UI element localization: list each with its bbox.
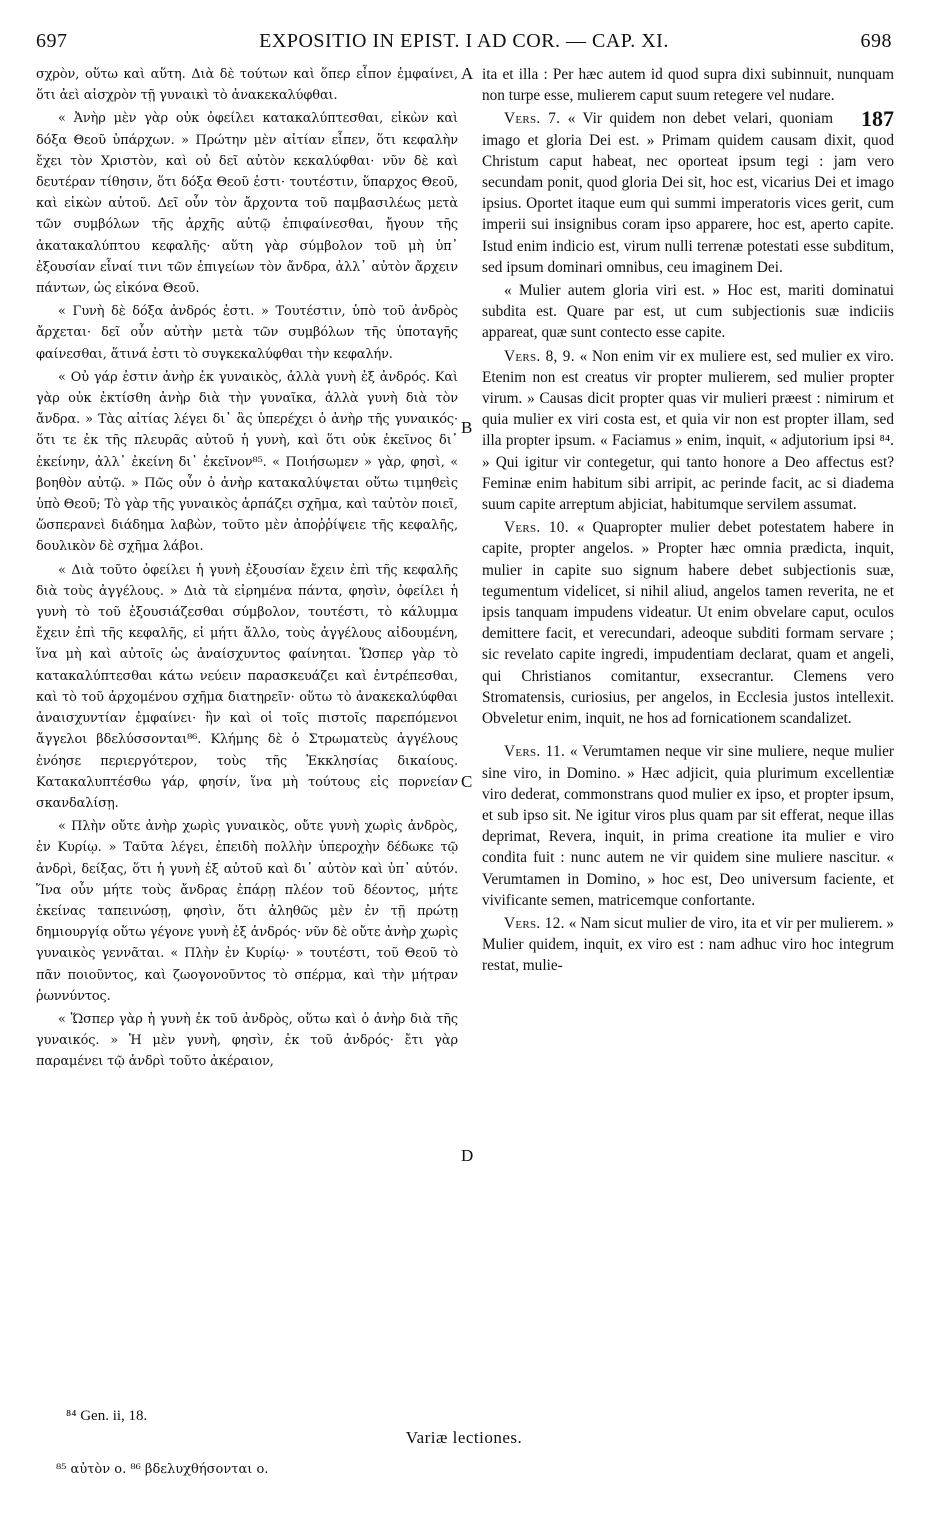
greek-column [36, 64, 458, 1075]
greek-paragraph: « Οὐ γάρ ἐστιν ἀνὴρ ἐκ γυναικὸς, ἀλλὰ γυνὴ ἐξ ἀνδρός. Καὶ γὰρ οὐκ ἐκτίσθη ἀνὴρ διὰ τὴν γυναῖκα, ἀλλὰ γυνὴ διὰ τὸν ἄνδρα. » Τὰς αἰτίας λέγει δι᾽ ἃς ὑπερέχει ὁ ἀνὴρ τῆς γυναικός· ὅτι τε ἐκ τῆς πλευρᾶς αὐτοῦ ἡ γυνὴ, καὶ ὅτι οὐκ ἐκεῖνος δι᾽ ἐκείνην, ἀλλ᾽ ἐκείνη δι᾽ ἐκεῖνον⁸⁵. « Ποιήσωμεν » γὰρ, φησὶ, « βοηθὸν αὐτῷ. » Πῶς οὖν ὁ ἀνὴρ κατακαλύψεται οὕτω τιμηθεὶς ὑπὸ Θεοῦ; Τὸ γὰρ τῆς γυναικὸς ἁρπάζει σχῆμα, καὶ ταὐτὸν ποιεῖ, ὥσπερανεὶ διάδημα λαβὼν, τοῦτο μὲν ἀποῤῥίψειε τῆς κεφαλῆς, δουλικὸν δὲ σχῆμα λάβοι. [36, 369, 458, 555]
running-title: EXPOSITIO IN EPIST. I AD COR. — CAP. XI. [259, 30, 669, 52]
greek-paragraph: « Γυνὴ δὲ δόξα ἀνδρός ἐστι. » Τουτέστιν, ὑπὸ τοῦ ἀνδρὸς ἄρχεται· δεῖ οὖν αὐτὴν μετὰ τῶν συμβόλων τῆς ὑποταγῆς φαίνεσθαι, ἅτινά ἐστι τὸ συγκεκαλύφθαι τὴν κεφαλήν. [36, 304, 458, 362]
greek-paragraph: σχρὸν, οὕτω καὶ αὕτη. Διὰ δὲ τούτων καὶ ὅπερ εἶπον ἐμφαίνει, ὅτι ἀεὶ αἰσχρὸν τῇ γυναικὶ τὸ ἀνακεκαλύφθαι. [36, 67, 458, 104]
latin-paragraph [482, 517, 894, 729]
greek-paragraph: « Πλὴν οὔτε ἀνὴρ χωρὶς γυναικὸς, οὔτε γυνὴ χωρὶς ἀνδρὸς, ἐν Κυρίῳ. » Ταῦτα λέγει, ἐπειδὴ πολλὴν ὑπεροχὴν δέδωκε τῷ ἀνδρὶ, δείξας, ὅτι ἡ γυνὴ ἐξ αὐτοῦ καὶ δι᾽ αὐτὸν καὶ ὑπ᾽ αὐτόν. Ἵνα οὖν μήτε τοὺς ἄνδρας ἐπάρῃ πλέον τοῦ δέοντος, μήτε ἐκείνας ταπεινώσῃ, φησὶν, ὅτι ἀληθῶς μὲν ἐν τῇ πρώτῃ δημιουργίᾳ οὕτω γέγονε γυνὴ ἐξ ἀνδρός· νῦν δὲ οὔτε ἀνὴρ χωρὶς γυναικὸς γεννᾶται. « Πλὴν ἐν Κυρίῳ· » τουτέστι, τοῦ Θεοῦ τὸ πᾶν ποιοῦντος, καὶ ζωογονοῦντος τὸ σπέρμα, καὶ τὴν μήτραν ῥωννύντος. [36, 819, 458, 1004]
latin-paragraph [482, 741, 894, 911]
greek-paragraph: « Διὰ τοῦτο ὀφείλει ἡ γυνὴ ἐξουσίαν ἔχειν ἐπὶ τῆς κεφαλῆς διὰ τοὺς ἀγγέλους. » Διὰ τὰ εἰρημένα πάντα, φησὶν, ὀφείλει ἡ γυνὴ τὸ τοῦ ἐξουσιάζεσθαι σύμβολον, τουτέστι, τὸ κάλυμμα ἔχειν ἐπὶ τῆς κεφαλῆς, εἰ μήτι ἄλλο, τοὺς ἀγγέλους αἰδουμένη, ἵνα μὴ καὶ αὐτοῖς ὡς ἀναίσχυντος φαίνηται. Ὥσπερ γὰρ τὸ κατακαλύπτεσθαι κάτω νεύειν παρασκευάζει καὶ ἐντρέπεσθαι, καὶ τὸ τοῦ ἀρχομένου σχῆμα διατηρεῖν· οὕτω τὸ ἀνακεκαλύφθαι ἀναισχυντίαν ἐμφαίνει· ἣν καὶ οἱ τοῖς πιστοῖς παρεπόμενοι ἄγγελοι βδελύσσονται⁸⁶. Κλήμης δὲ ὁ Στρωματεὺς ἀγγέλους ἐνόησε περιεργότερον, τοὺς τῆς Ἐκκλησίας δικαίους. Κατακαλυπτέσθω γάρ, φησίν, ἵνα μὴ τούτους εἰς πορνείαν σκανδαλίσῃ. [36, 562, 458, 811]
greek-paragraph: « Ἀνὴρ μὲν γὰρ οὐκ ὀφείλει κατακαλύπτεσθαι, εἰκὼν καὶ δόξα Θεοῦ ὑπάρχων. » Πρώτην μὲν αἰτίαν εἶπεν, ὅτι κεφαλὴν ἔχει τὸν Χριστὸν, καὶ οὐ δεῖ αὐτὸν κεκαλύφθαι· νῦν δὲ καὶ δευτέραν τίθησιν, ὅτι δόξα Θεοῦ ἐστι· τουτέστιν, ὕπαρχος Θεοῦ, καὶ εἰκὼν αὐτοῦ. Δεῖ οὖν τὸν ἄρχοντα τοῦ παμβασιλέως μετὰ τῶν συμβόλων τῆς ἀρχῆς αὐτῷ ἐπιφαίνεσθαι, ἤγουν τῆς ἀκατακαλύπτου κεφαλῆς· αὕτη γὰρ σύμβολον τοῦ μὴ ὑπ᾽ ἐξουσίαν εἶναί τινι τῶν ἐπιγείων τὸν ἄνδρα, ἀλλ᾽ αὐτὸν ἄρχειν πάντων, ὡς εἰκόνα Θεοῦ. [36, 111, 458, 297]
latin-column [482, 64, 894, 979]
latin-text: « Nam sicut mulier de viro, ita et vir per mulierem. » Mulier quidem, inquit, ex viro est : nam adhuc viro hoc integrum restat, mulie- [482, 914, 894, 975]
variae-lectiones-heading: Variæ lectiones. [405, 1428, 523, 1447]
footnote: ⁸⁴ Gen. ii, 18. [66, 1408, 148, 1424]
latin-text: « Quapropter mulier debet potestatem habere in capite, propter angelos. » Propter hæc omnia prædicta, inquit, mulier in capite suo signum habere debet subjectionis suæ, tegumentum videlicet, si nihil aliud, angelos tamen reverita, ne et ipsis tanquam impudens videatur. Ut enim obvelare caput, oculos demittere facit, et verecundari, adeoque subditi formam servare ; sic revelato capite ingredi, impudentiam declarat, quam et angeli, qui Christianos comitantur, exsecrantur. Clemens vero Stromatensis, curiosius, per angelos, in Ecclesia justos intellexit. Obveletur enim, inquit, ne hos ad fornicationem scandalizet. [482, 519, 894, 728]
page-header [36, 30, 892, 60]
margin-letter-a: A [461, 64, 474, 83]
latin-text: « Vir quidem non debet velari, quoniam imago et gloria Dei est. » Primam quidem causam dixit, quod Christum caput habeat, nec oporteat ipsum tegi : jam vero secundam ponit, quod gloria Dei sit, hoc est, vicarius Dei et imago ipsius. Oportet itaque eum qui summi imperatoris vices gerit, cum imperii sui insignibus coram ipso apparere, hoc est, aperto capite. Istud enim indicio est, virum nulli terrenæ potestati esse subditum, sed ipsum dominari omnibus, ceu imaginem Dei. [482, 110, 894, 276]
page-number-right: 698 [860, 30, 892, 52]
latin-paragraph [482, 108, 894, 278]
latin-paragraph [482, 913, 894, 977]
column-number: 187 [861, 106, 894, 132]
verse-label: Vers. 11. [504, 743, 566, 761]
latin-text: « Non enim vir ex muliere est, sed mulier ex viro. Etenim non est creatus vir propter mulierem, sed mulier propter virum. » Causas dicit propter quas vir mulieri præest : nimirum et quia mulier ex viri costa est, et quia vir non est propter illam, sed illa propter ipsum. « Faciamus » enim, inquit, « adjutorium ipsi ⁸⁴. » Qui igitur vir contegetur, qui tanto honore a Deo affectus est? Feminæ enim habitum sibi arripit, ac perinde facit, ac si diadema suum capite arreptum abjiciat, habitumque servilem assumat. [482, 347, 894, 514]
latin-text: « Verumtamen neque vir sine muliere, neque mulier sine viro, in Domino. » Hæc adjicit, quia plurimum excellentiæ viro dederat, commonstrans quod mulier ex ipso, et propter ipsum, et sub ipso sit. Ne igitur viros plus quam par sit efferat, neque illas deprimat, Revera, inquit, in prima creatione ita mulier e viro condita fuit : nunc autem ne vir quidem sine muliere nascitur. « Verumtamen in Domino, » hoc est, Deo universum faciente, et vivificante semen, matricemque confortante. [482, 743, 894, 909]
page-number-left: 697 [36, 30, 68, 52]
greek-paragraph: « Ὥσπερ γὰρ ἡ γυνὴ ἐκ τοῦ ἀνδρὸς, οὕτω καὶ ὁ ἀνὴρ διὰ τῆς γυναικός. » Ἡ μὲν γυνὴ, φησὶν, ἐκ τοῦ ἀνδρός· ἔτι γὰρ παραμένει τῷ ἀνδρὶ τοῦτο ἀκέραιον, [36, 1011, 458, 1070]
verse-label: Vers. 12. [504, 914, 565, 932]
variae-lectiones-notes: ⁸⁵ αὐτὸν ο. ⁸⁶ βδελυχθήσονται ο. [56, 1462, 269, 1477]
margin-letter-b: B [461, 418, 473, 437]
verse-label: Vers. 7. [504, 110, 561, 128]
verse-label: Vers. 10. [504, 519, 569, 537]
latin-paragraph [482, 346, 894, 516]
margin-letter-d: D [461, 1146, 474, 1165]
latin-paragraph: « Mulier autem gloria viri est. » Hoc est, mariti dominatui subdita est. Quare par est, ut cum subjectionis suæ indiciis appareat, quæ sunt contecto esse capite. [482, 282, 894, 342]
verse-label: Vers. 8, 9. [504, 347, 575, 365]
latin-paragraph: ita et illa : Per hæc autem id quod supra dixi subinnuit, nunquam non turpe esse, mulierem caput suum retegere vel nudare. [482, 66, 894, 105]
margin-letter-c: C [461, 772, 473, 791]
